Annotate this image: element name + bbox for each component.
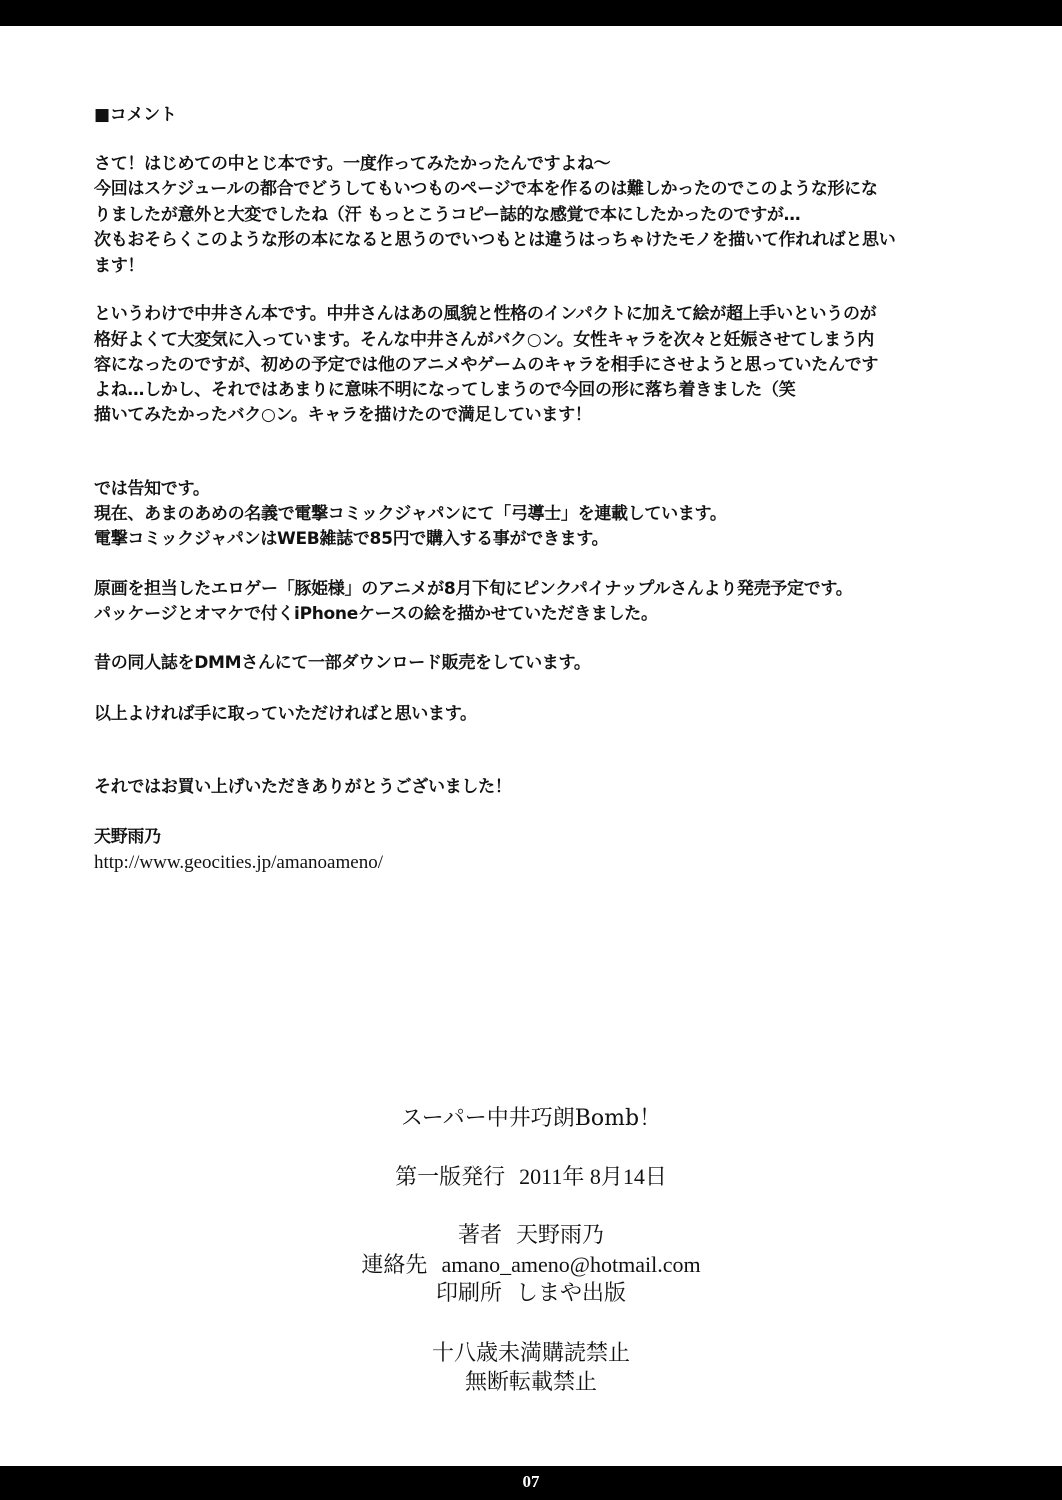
page-number: 07 (522, 1472, 540, 1491)
printer-value: しまや出版 (516, 1281, 627, 1306)
comment-p2-line2: 格好よくて大変気に入っています。そんな中井さんがバク○ン。女性キャラを次々と妊娠させてしまう内 (94, 330, 875, 350)
book-title: スーパー中井巧朗Bomb！ (400, 1106, 662, 1131)
author-url: http://www.geocities.jp/amanoameno/ (94, 852, 383, 873)
dmm-line: 昔の同人誌をDMMさんにて一部ダウンロード販売をしています。 (94, 653, 591, 673)
comment-heading: ■コメント (94, 105, 177, 125)
anime-line2: パッケージとオマケで付くiPhoneケースの絵を描かせていただきました。 (94, 604, 658, 624)
contact-email: amano_ameno@hotmail.com (441, 1252, 701, 1277)
edition-label: 第一版発行 (395, 1165, 506, 1190)
comment-p1-line5: ます！ (94, 256, 145, 276)
top-border (0, 0, 1062, 26)
comment-p2-line1: というわけで中井さん本です。中井さんはあの風貌と性格のインパクトに加えて絵が超上手いというのが (94, 304, 877, 324)
announce-line2: 現在、あまのあめの名義で電撃コミックジャパンにて「弓導士」を連載しています。 (94, 504, 727, 524)
printer-label: 印刷所 (435, 1281, 502, 1306)
contact-row (0, 1250, 1062, 1281)
announce-line1: では告知です。 (94, 479, 210, 499)
announce-line3: 電撃コミックジャパンはWEB雑誌で85円で購入する事ができます。 (94, 529, 609, 549)
comment-p1-line1: さて！はじめての中とじ本です。一度作ってみたかったんですよね〜 (94, 154, 611, 174)
age-restriction: 十八歳未満購読禁止 (431, 1341, 630, 1366)
reprint-restriction: 無断転載禁止 (464, 1370, 597, 1395)
closing-line: 以上よければ手に取っていただければと思います。 (94, 704, 477, 724)
author-label: 著者 (457, 1223, 502, 1248)
comment-p2-line3: 容になったのですが、初めの予定では他のアニメやゲームのキャラを相手にさせようと思っていたんです (94, 355, 879, 375)
comment-p1-line4: 次もおそらくこのような形の本になると思うのでいつもとは違うはっちゃけたモノを描いて作れればと思い (94, 230, 896, 250)
edition-row (0, 1162, 1062, 1193)
thanks-line: それではお買い上げいただきありがとうございました！ (94, 777, 512, 797)
author-row (0, 1221, 1062, 1251)
comment-p2-line4: よね…しかし、それではあまりに意味不明になってしまうので今回の形に落ち着きました（笑 (94, 380, 796, 400)
printer-row (0, 1279, 1062, 1309)
author-signature: 天野雨乃 (94, 827, 161, 847)
contact-label: 連絡先 (361, 1253, 428, 1278)
comment-p1-line3: りましたが意外と大変でしたね（汗 もっとこうコピー誌的な感覚で本にしたかったのですが… (94, 205, 801, 225)
author-value: 天野雨乃 (516, 1223, 605, 1248)
edition-date: 2011年 8月14日 (519, 1164, 667, 1189)
comment-p2-line5: 描いてみたかったバク○ン。キャラを描けたので満足しています！ (94, 405, 592, 425)
anime-line1: 原画を担当したエロゲー「豚姫様」のアニメが8月下旬にピンクパイナップルさんより発売予定です。 (94, 579, 853, 599)
comment-p1-line2: 今回はスケジュールの都合でどうしてもいつものページで本を作るのは難しかったのでこのような形にな (94, 179, 878, 199)
